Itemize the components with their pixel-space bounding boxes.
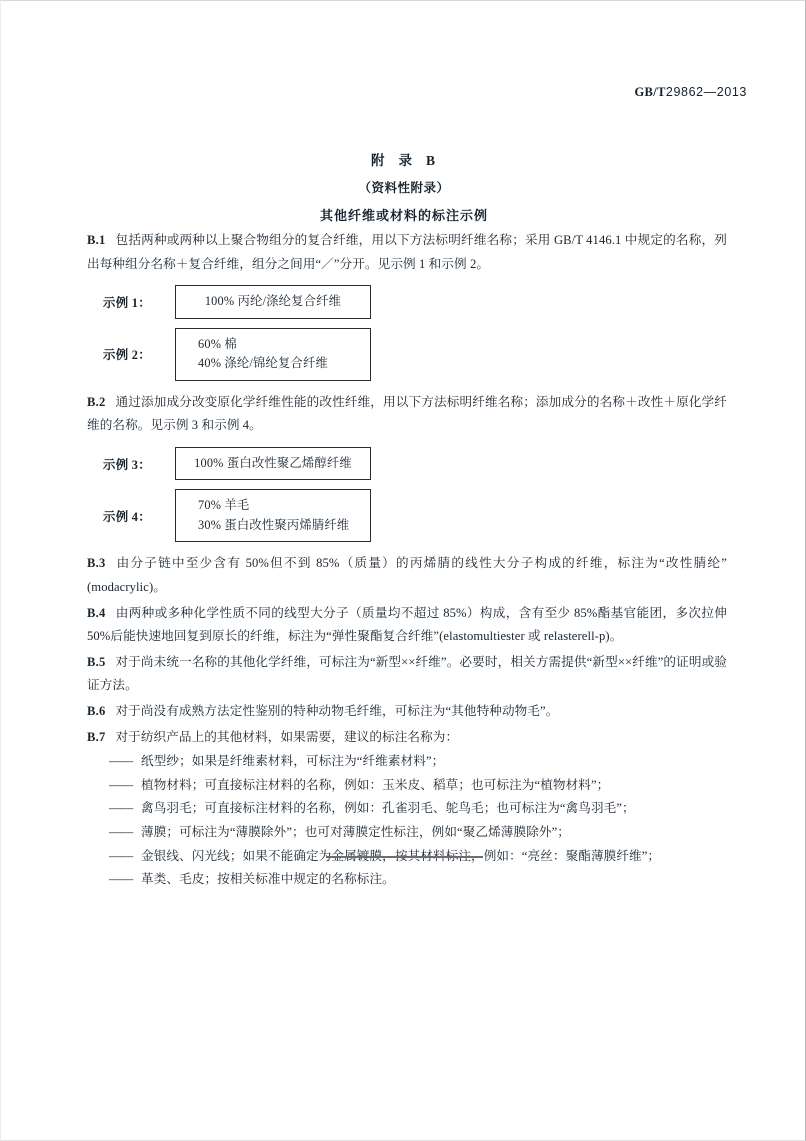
annex-kind: （资料性附录） — [358, 181, 450, 195]
annex-name: 其他纤维或材料的标注示例 — [319, 208, 488, 223]
section-b7-list — [87, 750, 727, 892]
section-b1 — [87, 229, 727, 276]
example-label-1: 示例 1： — [103, 295, 151, 310]
example-group-2 — [87, 447, 727, 543]
list-item-text: 革类、毛皮；按相关标准中规定的名称标注。 — [141, 872, 395, 887]
example-box-4 — [175, 489, 371, 542]
annex-label-char-2: 录 — [398, 153, 414, 168]
example-box-2-line-2: 40% 涤纶/锦纶复合纤维 — [198, 356, 329, 371]
section-b2-index: B.2 — [87, 394, 106, 409]
list-item-text: 纸型纱；如果是纤维素材料，可标注为“纤维素材料”； — [141, 754, 445, 769]
example-row-1 — [87, 285, 727, 319]
annex-letter: B — [425, 153, 437, 168]
example-box-4-line-2: 30% 蛋白改性聚丙烯腈纤维 — [198, 517, 350, 532]
section-b1-index: B.1 — [87, 233, 106, 247]
annex-label — [1, 149, 806, 169]
annex-label-char-1: 附 — [370, 153, 387, 168]
section-b6-text: 对于尚没有成熟方法定性鉴别的特种动物毛纤维，可标注为“其他特种动物毛”。 — [115, 703, 559, 718]
example-label-2: 示例 2： — [103, 348, 151, 363]
section-b2-text: 通过添加成分改变原化学纤维性能的改性纤维，用以下方法标明纤维名称；添加成分的名称＋改性＋原化学纤维的名称。见示例 3 和示例 4。 — [87, 394, 727, 433]
section-b5-index: B.5 — [87, 654, 106, 669]
em-dash-marker: —— — [109, 801, 133, 816]
example-box-1-line-1: 100% 丙纶/涤纶复合纤维 — [204, 294, 342, 309]
example-box-1 — [175, 285, 371, 319]
em-dash-marker: —— — [109, 777, 133, 792]
section-b3-text: 由分子链中至少含有 50%但不到 85%（质量）的丙烯腈的线性大分子构成的纤维，标注为“改性腈纶”(modacrylic)。 — [87, 556, 727, 594]
section-b4-paragraph — [87, 602, 727, 649]
example-row-3 — [87, 447, 727, 481]
section-b1-text: 包括两种或两种以上聚合物组分的复合纤维，用以下方法标明纤维名称；采用 GB/T 4146.1 中规定的名称，列出每种组分名称＋复合纤维，组分之间用“／”分开。见示例 1 和示例 2。 — [87, 233, 727, 271]
example-row-2 — [87, 328, 727, 381]
section-b7-index: B.7 — [87, 729, 106, 744]
list-item-text: 禽鸟羽毛；可直接标注材料的名称，例如：孔雀羽毛、鸵鸟毛；也可标注为“禽鸟羽毛”； — [141, 801, 635, 816]
example-box-2-line-1: 60% 棉 — [198, 336, 237, 351]
example-label-4: 示例 4： — [103, 509, 151, 524]
list-item-text: 薄膜；可标注为“薄膜除外”；也可对薄膜定性标注，例如“聚乙烯薄膜除外”； — [141, 824, 570, 839]
section-b3 — [87, 552, 727, 599]
list-item-text: 植物材料；可直接标注材料的名称，例如：玉米皮、稻草；也可标注为“植物材料”； — [141, 777, 610, 792]
section-b4-text: 由两种或多种化学性质不同的线型大分子（质量均不超过 85%）构成，含有至少 85%酯基官能团，多次拉伸 50%后能快速地回复到原长的纤维，标注为“弹性聚酯复合纤维”(elastomultiester 或 relasterell-p)。 — [87, 605, 727, 644]
section-b6-paragraph — [87, 700, 727, 724]
section-b4 — [87, 602, 727, 649]
em-dash-marker: —— — [109, 754, 133, 769]
example-box-3-line-1: 100% 蛋白改性聚乙烯醇纤维 — [194, 455, 352, 470]
em-dash-marker: —— — [109, 824, 133, 839]
section-b3-index: B.3 — [87, 556, 106, 571]
example-box-2 — [175, 328, 371, 381]
list-item — [87, 821, 727, 845]
section-b6-index: B.6 — [87, 703, 106, 718]
example-group-1 — [87, 285, 727, 381]
section-b7-paragraph — [87, 726, 727, 750]
section-b5-text: 对于尚未统一名称的其他化学纤维，可标注为“新型××纤维”。必要时，相关方需提供“新型××纤维”的证明或验证方法。 — [87, 654, 727, 693]
list-item — [87, 774, 727, 798]
annex-title-block — [1, 149, 806, 224]
list-item — [87, 750, 727, 774]
section-end-rule — [326, 856, 483, 858]
example-box-3 — [175, 447, 371, 481]
document-body — [87, 229, 727, 894]
em-dash-marker: —— — [109, 872, 133, 887]
section-b5-paragraph — [87, 651, 727, 698]
section-b5 — [87, 651, 727, 698]
example-box-4-line-1: 70% 羊毛 — [198, 498, 250, 513]
section-b3-paragraph — [87, 552, 727, 599]
example-label-3: 示例 3： — [103, 457, 151, 472]
section-b7-text: 对于纺织产品上的其他材料，如果需要，建议的标注名称为： — [115, 729, 459, 744]
standard-code: GB/T — [634, 85, 666, 99]
section-b2 — [87, 391, 727, 438]
list-item-text: 金银线、闪光线；如果不能确定为金属镀膜，按其材料标注，例如：“亮丝：聚酯薄膜纤维”； — [141, 848, 661, 863]
example-row-4 — [87, 489, 727, 542]
em-dash-marker: —— — [109, 848, 133, 863]
running-header — [61, 85, 747, 100]
section-b4-index: B.4 — [87, 605, 106, 620]
list-item — [87, 868, 727, 892]
list-item — [87, 797, 727, 821]
section-b1-paragraph — [87, 229, 727, 276]
section-b2-paragraph — [87, 391, 727, 438]
section-b6 — [87, 700, 727, 724]
section-b7 — [87, 726, 727, 892]
standard-number: 29862—2013 — [665, 85, 747, 99]
